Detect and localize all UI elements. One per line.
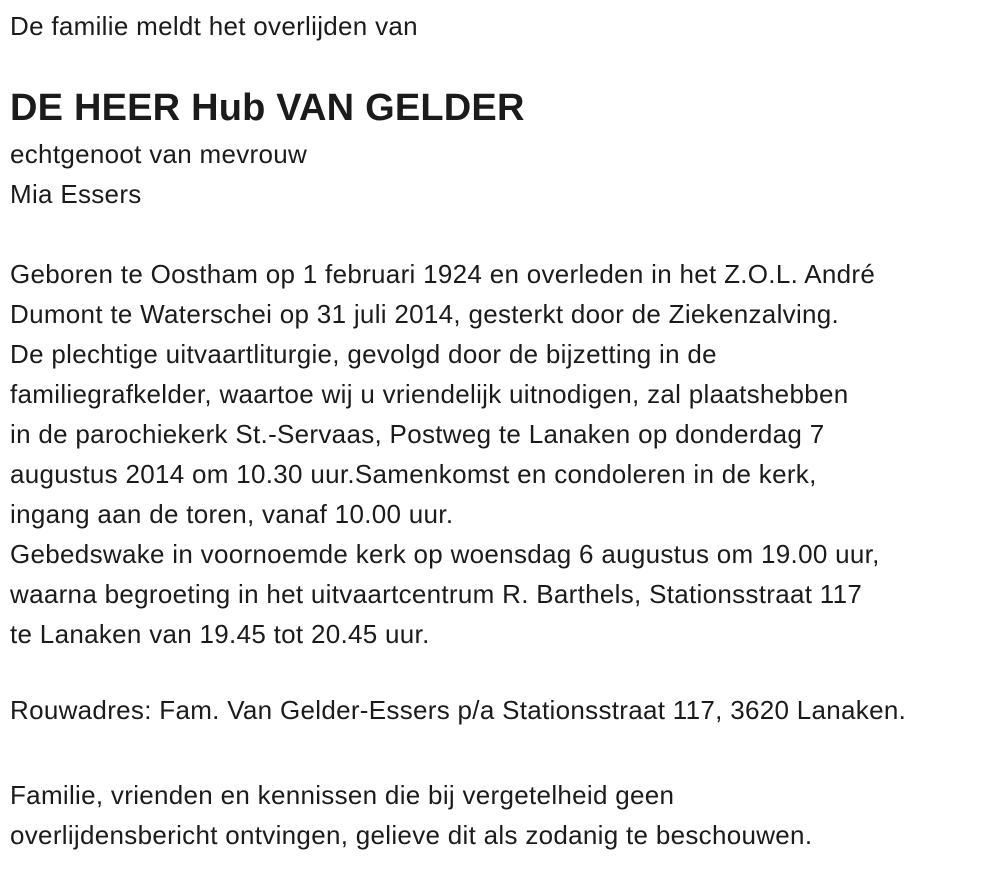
deceased-name-heading: DE HEER Hub VAN GELDER bbox=[10, 87, 525, 129]
details-line: Gebedswake in voornoemde kerk op woensdag 6 augustus om 19.00 uur, bbox=[10, 539, 880, 569]
details-line: ingang aan de toren, vanaf 10.00 uur. bbox=[10, 499, 454, 529]
details-line: waarna begroeting in het uitvaartcentrum R. Barthels, Stationsstraat 117 bbox=[10, 579, 863, 609]
details-paragraph bbox=[10, 254, 990, 654]
spouse-name-line: Mia Essers bbox=[10, 179, 142, 209]
intro-line: De familie meldt het overlijden van bbox=[10, 11, 418, 41]
details-line: Geboren te Oostham op 1 februari 1924 en overleden in het Z.O.L. André bbox=[10, 259, 876, 289]
details-line: augustus 2014 om 10.30 uur.Samenkomst en condoleren in de kerk, bbox=[10, 459, 817, 489]
details-line: Dumont te Waterschei op 31 juli 2014, gesterkt door de Ziekenzalving. bbox=[10, 299, 840, 329]
mourning-address-block bbox=[10, 690, 990, 730]
closing-paragraph bbox=[10, 775, 990, 855]
mourning-address-line: Rouwadres: Fam. Van Gelder-Essers p/a Stationsstraat 117, 3620 Lanaken. bbox=[10, 695, 907, 725]
details-line: De plechtige uitvaartliturgie, gevolgd door de bijzetting in de bbox=[10, 339, 717, 369]
details-line: in de parochiekerk St.-Servaas, Postweg te Lanaken op donderdag 7 bbox=[10, 419, 825, 449]
relation-line: echtgenoot van mevrouw bbox=[10, 139, 308, 169]
details-line: te Lanaken van 19.45 tot 20.45 uur. bbox=[10, 619, 430, 649]
closing-line: Familie, vrienden en kennissen die bij vergetelheid geen bbox=[10, 780, 675, 810]
details-line: familiegrafkelder, waartoe wij u vriendelijk uitnodigen, zal plaatshebben bbox=[10, 379, 849, 409]
relation-block bbox=[10, 134, 990, 214]
closing-line: overlijdensbericht ontvingen, gelieve dit als zodanig te beschouwen. bbox=[10, 820, 813, 850]
